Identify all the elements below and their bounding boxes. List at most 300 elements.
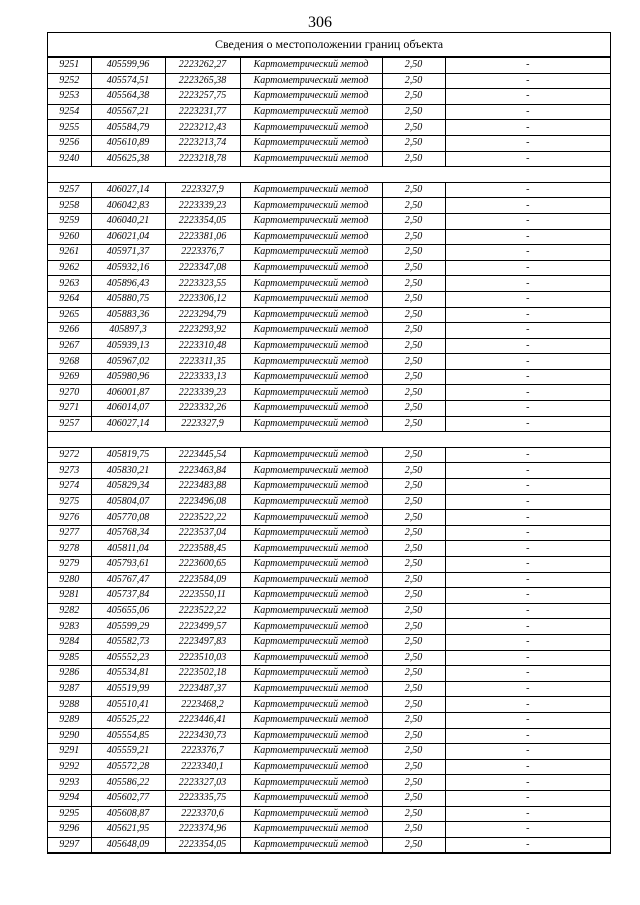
table-row bbox=[48, 135, 610, 151]
x-coordinate-cell: 405582,73 bbox=[91, 634, 165, 650]
point-number-cell: 9283 bbox=[48, 619, 91, 635]
description-cell: - bbox=[445, 245, 610, 261]
accuracy-cell: 2,50 bbox=[382, 354, 445, 370]
point-number-cell: 9286 bbox=[48, 666, 91, 682]
y-coordinate-cell: 2223468,2 bbox=[165, 697, 240, 713]
x-coordinate-cell: 405737,84 bbox=[91, 588, 165, 604]
accuracy-cell: 2,50 bbox=[382, 104, 445, 120]
method-cell: Картометрический метод bbox=[240, 401, 382, 417]
y-coordinate-cell: 2223323,55 bbox=[165, 276, 240, 292]
accuracy-cell: 2,50 bbox=[382, 245, 445, 261]
table-row bbox=[48, 416, 610, 432]
x-coordinate-cell: 405793,61 bbox=[91, 557, 165, 573]
method-cell: Картометрический метод bbox=[240, 510, 382, 526]
x-coordinate-cell: 405621,95 bbox=[91, 822, 165, 838]
x-coordinate-cell: 405599,29 bbox=[91, 619, 165, 635]
point-number-cell: 9281 bbox=[48, 588, 91, 604]
accuracy-cell: 2,50 bbox=[382, 385, 445, 401]
table-row bbox=[48, 541, 610, 557]
description-cell: - bbox=[445, 634, 610, 650]
x-coordinate-cell: 405552,23 bbox=[91, 650, 165, 666]
point-number-cell: 9254 bbox=[48, 104, 91, 120]
accuracy-cell: 2,50 bbox=[382, 135, 445, 151]
description-cell: - bbox=[445, 151, 610, 167]
table-row bbox=[48, 775, 610, 791]
y-coordinate-cell: 2223293,92 bbox=[165, 323, 240, 339]
method-cell: Картометрический метод bbox=[240, 245, 382, 261]
accuracy-cell: 2,50 bbox=[382, 463, 445, 479]
table-row bbox=[48, 572, 610, 588]
y-coordinate-cell: 2223231,77 bbox=[165, 104, 240, 120]
point-number-cell: 9262 bbox=[48, 260, 91, 276]
y-coordinate-cell: 2223310,48 bbox=[165, 338, 240, 354]
y-coordinate-cell: 2223376,7 bbox=[165, 245, 240, 261]
point-number-cell: 9292 bbox=[48, 759, 91, 775]
table-row bbox=[48, 588, 610, 604]
accuracy-cell: 2,50 bbox=[382, 572, 445, 588]
accuracy-cell: 2,50 bbox=[382, 338, 445, 354]
description-cell: - bbox=[445, 744, 610, 760]
y-coordinate-cell: 2223339,23 bbox=[165, 385, 240, 401]
x-coordinate-cell: 405897,3 bbox=[91, 323, 165, 339]
y-coordinate-cell: 2223339,23 bbox=[165, 198, 240, 214]
point-number-cell: 9252 bbox=[48, 73, 91, 89]
y-coordinate-cell: 2223262,27 bbox=[165, 58, 240, 74]
point-number-cell: 9294 bbox=[48, 790, 91, 806]
coordinates-table bbox=[48, 57, 610, 853]
x-coordinate-cell: 405768,34 bbox=[91, 525, 165, 541]
y-coordinate-cell: 2223213,74 bbox=[165, 135, 240, 151]
method-cell: Картометрический метод bbox=[240, 260, 382, 276]
table-row bbox=[48, 510, 610, 526]
x-coordinate-cell: 405610,89 bbox=[91, 135, 165, 151]
method-cell: Картометрический метод bbox=[240, 728, 382, 744]
description-cell: - bbox=[445, 369, 610, 385]
point-number-cell: 9267 bbox=[48, 338, 91, 354]
accuracy-cell: 2,50 bbox=[382, 806, 445, 822]
point-number-cell: 9272 bbox=[48, 447, 91, 463]
description-cell: - bbox=[445, 276, 610, 292]
accuracy-cell: 2,50 bbox=[382, 58, 445, 74]
y-coordinate-cell: 2223265,38 bbox=[165, 73, 240, 89]
x-coordinate-cell: 405932,16 bbox=[91, 260, 165, 276]
y-coordinate-cell: 2223294,79 bbox=[165, 307, 240, 323]
method-cell: Картометрический метод bbox=[240, 541, 382, 557]
description-cell: - bbox=[445, 307, 610, 323]
method-cell: Картометрический метод bbox=[240, 291, 382, 307]
group-separator-row bbox=[48, 167, 610, 183]
x-coordinate-cell: 405829,34 bbox=[91, 479, 165, 495]
description-cell: - bbox=[445, 775, 610, 791]
point-number-cell: 9280 bbox=[48, 572, 91, 588]
y-coordinate-cell: 2223340,1 bbox=[165, 759, 240, 775]
method-cell: Картометрический метод bbox=[240, 557, 382, 573]
accuracy-cell: 2,50 bbox=[382, 151, 445, 167]
accuracy-cell: 2,50 bbox=[382, 447, 445, 463]
table-row bbox=[48, 619, 610, 635]
x-coordinate-cell: 406027,14 bbox=[91, 182, 165, 198]
group-separator-row bbox=[48, 432, 610, 448]
y-coordinate-cell: 2223550,11 bbox=[165, 588, 240, 604]
method-cell: Картометрический метод bbox=[240, 681, 382, 697]
description-cell: - bbox=[445, 323, 610, 339]
boundary-table-frame bbox=[47, 32, 611, 854]
separator-cell bbox=[48, 432, 610, 448]
table-row bbox=[48, 634, 610, 650]
description-cell: - bbox=[445, 198, 610, 214]
accuracy-cell: 2,50 bbox=[382, 291, 445, 307]
y-coordinate-cell: 2223347,08 bbox=[165, 260, 240, 276]
accuracy-cell: 2,50 bbox=[382, 759, 445, 775]
page-number: 306 bbox=[308, 14, 332, 31]
description-cell: - bbox=[445, 510, 610, 526]
accuracy-cell: 2,50 bbox=[382, 712, 445, 728]
method-cell: Картометрический метод bbox=[240, 58, 382, 74]
table-row bbox=[48, 447, 610, 463]
method-cell: Картометрический метод bbox=[240, 806, 382, 822]
point-number-cell: 9253 bbox=[48, 89, 91, 105]
table-row bbox=[48, 681, 610, 697]
point-number-cell: 9261 bbox=[48, 245, 91, 261]
x-coordinate-cell: 406021,04 bbox=[91, 229, 165, 245]
accuracy-cell: 2,50 bbox=[382, 666, 445, 682]
y-coordinate-cell: 2223376,7 bbox=[165, 744, 240, 760]
x-coordinate-cell: 405883,36 bbox=[91, 307, 165, 323]
table-row bbox=[48, 354, 610, 370]
y-coordinate-cell: 2223588,45 bbox=[165, 541, 240, 557]
accuracy-cell: 2,50 bbox=[382, 323, 445, 339]
method-cell: Картометрический метод bbox=[240, 822, 382, 838]
table-row bbox=[48, 338, 610, 354]
method-cell: Картометрический метод bbox=[240, 447, 382, 463]
description-cell: - bbox=[445, 790, 610, 806]
point-number-cell: 9251 bbox=[48, 58, 91, 74]
accuracy-cell: 2,50 bbox=[382, 369, 445, 385]
point-number-cell: 9288 bbox=[48, 697, 91, 713]
x-coordinate-cell: 405811,04 bbox=[91, 541, 165, 557]
table-row bbox=[48, 525, 610, 541]
description-cell: - bbox=[445, 712, 610, 728]
description-cell: - bbox=[445, 806, 610, 822]
x-coordinate-cell: 405599,96 bbox=[91, 58, 165, 74]
point-number-cell: 9270 bbox=[48, 385, 91, 401]
y-coordinate-cell: 2223374,96 bbox=[165, 822, 240, 838]
description-cell: - bbox=[445, 822, 610, 838]
description-cell: - bbox=[445, 666, 610, 682]
accuracy-cell: 2,50 bbox=[382, 182, 445, 198]
description-cell: - bbox=[445, 104, 610, 120]
point-number-cell: 9276 bbox=[48, 510, 91, 526]
accuracy-cell: 2,50 bbox=[382, 822, 445, 838]
description-cell: - bbox=[445, 416, 610, 432]
method-cell: Картометрический метод bbox=[240, 369, 382, 385]
x-coordinate-cell: 406014,07 bbox=[91, 401, 165, 417]
table-row bbox=[48, 291, 610, 307]
table-row bbox=[48, 557, 610, 573]
table-row bbox=[48, 260, 610, 276]
method-cell: Картометрический метод bbox=[240, 588, 382, 604]
x-coordinate-cell: 406042,83 bbox=[91, 198, 165, 214]
table-row bbox=[48, 479, 610, 495]
y-coordinate-cell: 2223537,04 bbox=[165, 525, 240, 541]
description-cell: - bbox=[445, 479, 610, 495]
accuracy-cell: 2,50 bbox=[382, 650, 445, 666]
accuracy-cell: 2,50 bbox=[382, 634, 445, 650]
accuracy-cell: 2,50 bbox=[382, 276, 445, 292]
table-row bbox=[48, 744, 610, 760]
point-number-cell: 9297 bbox=[48, 837, 91, 853]
point-number-cell: 9279 bbox=[48, 557, 91, 573]
accuracy-cell: 2,50 bbox=[382, 744, 445, 760]
point-number-cell: 9257 bbox=[48, 416, 91, 432]
description-cell: - bbox=[445, 588, 610, 604]
point-number-cell: 9289 bbox=[48, 712, 91, 728]
y-coordinate-cell: 2223445,54 bbox=[165, 447, 240, 463]
y-coordinate-cell: 2223257,75 bbox=[165, 89, 240, 105]
point-number-cell: 9284 bbox=[48, 634, 91, 650]
x-coordinate-cell: 405559,21 bbox=[91, 744, 165, 760]
point-number-cell: 9258 bbox=[48, 198, 91, 214]
table-row bbox=[48, 369, 610, 385]
x-coordinate-cell: 405819,75 bbox=[91, 447, 165, 463]
table-row bbox=[48, 806, 610, 822]
description-cell: - bbox=[445, 89, 610, 105]
x-coordinate-cell: 405586,22 bbox=[91, 775, 165, 791]
point-number-cell: 9287 bbox=[48, 681, 91, 697]
method-cell: Картометрический метод bbox=[240, 634, 382, 650]
y-coordinate-cell: 2223463,84 bbox=[165, 463, 240, 479]
table-row bbox=[48, 650, 610, 666]
x-coordinate-cell: 405519,99 bbox=[91, 681, 165, 697]
x-coordinate-cell: 405554,85 bbox=[91, 728, 165, 744]
accuracy-cell: 2,50 bbox=[382, 401, 445, 417]
y-coordinate-cell: 2223370,6 bbox=[165, 806, 240, 822]
description-cell: - bbox=[445, 572, 610, 588]
x-coordinate-cell: 405584,79 bbox=[91, 120, 165, 136]
x-coordinate-cell: 405770,08 bbox=[91, 510, 165, 526]
method-cell: Картометрический метод bbox=[240, 198, 382, 214]
point-number-cell: 9290 bbox=[48, 728, 91, 744]
method-cell: Картометрический метод bbox=[240, 120, 382, 136]
table-row bbox=[48, 712, 610, 728]
table-row bbox=[48, 58, 610, 74]
accuracy-cell: 2,50 bbox=[382, 525, 445, 541]
description-cell: - bbox=[445, 401, 610, 417]
x-coordinate-cell: 405939,13 bbox=[91, 338, 165, 354]
accuracy-cell: 2,50 bbox=[382, 619, 445, 635]
y-coordinate-cell: 2223333,13 bbox=[165, 369, 240, 385]
point-number-cell: 9273 bbox=[48, 463, 91, 479]
accuracy-cell: 2,50 bbox=[382, 557, 445, 573]
y-coordinate-cell: 2223446,41 bbox=[165, 712, 240, 728]
accuracy-cell: 2,50 bbox=[382, 307, 445, 323]
x-coordinate-cell: 405608,87 bbox=[91, 806, 165, 822]
description-cell: - bbox=[445, 557, 610, 573]
accuracy-cell: 2,50 bbox=[382, 603, 445, 619]
description-cell: - bbox=[445, 213, 610, 229]
method-cell: Картометрический метод bbox=[240, 494, 382, 510]
y-coordinate-cell: 2223430,73 bbox=[165, 728, 240, 744]
y-coordinate-cell: 2223497,83 bbox=[165, 634, 240, 650]
y-coordinate-cell: 2223483,88 bbox=[165, 479, 240, 495]
accuracy-cell: 2,50 bbox=[382, 681, 445, 697]
point-number-cell: 9293 bbox=[48, 775, 91, 791]
x-coordinate-cell: 406001,87 bbox=[91, 385, 165, 401]
table-row bbox=[48, 603, 610, 619]
table-row bbox=[48, 104, 610, 120]
y-coordinate-cell: 2223522,22 bbox=[165, 603, 240, 619]
accuracy-cell: 2,50 bbox=[382, 494, 445, 510]
y-coordinate-cell: 2223502,18 bbox=[165, 666, 240, 682]
method-cell: Картометрический метод bbox=[240, 323, 382, 339]
y-coordinate-cell: 2223327,9 bbox=[165, 416, 240, 432]
table-row bbox=[48, 759, 610, 775]
y-coordinate-cell: 2223212,43 bbox=[165, 120, 240, 136]
method-cell: Картометрический метод bbox=[240, 619, 382, 635]
point-number-cell: 9274 bbox=[48, 479, 91, 495]
table-row bbox=[48, 120, 610, 136]
x-coordinate-cell: 405510,41 bbox=[91, 697, 165, 713]
description-cell: - bbox=[445, 447, 610, 463]
y-coordinate-cell: 2223499,57 bbox=[165, 619, 240, 635]
x-coordinate-cell: 405625,38 bbox=[91, 151, 165, 167]
x-coordinate-cell: 406040,21 bbox=[91, 213, 165, 229]
point-number-cell: 9240 bbox=[48, 151, 91, 167]
point-number-cell: 9282 bbox=[48, 603, 91, 619]
method-cell: Картометрический метод bbox=[240, 525, 382, 541]
x-coordinate-cell: 405648,09 bbox=[91, 837, 165, 853]
description-cell: - bbox=[445, 681, 610, 697]
method-cell: Картометрический метод bbox=[240, 213, 382, 229]
point-number-cell: 9256 bbox=[48, 135, 91, 151]
point-number-cell: 9277 bbox=[48, 525, 91, 541]
accuracy-cell: 2,50 bbox=[382, 416, 445, 432]
x-coordinate-cell: 405980,96 bbox=[91, 369, 165, 385]
point-number-cell: 9255 bbox=[48, 120, 91, 136]
x-coordinate-cell: 405767,47 bbox=[91, 572, 165, 588]
description-cell: - bbox=[445, 837, 610, 853]
description-cell: - bbox=[445, 385, 610, 401]
accuracy-cell: 2,50 bbox=[382, 541, 445, 557]
method-cell: Картометрический метод bbox=[240, 479, 382, 495]
description-cell: - bbox=[445, 135, 610, 151]
method-cell: Картометрический метод bbox=[240, 104, 382, 120]
point-number-cell: 9260 bbox=[48, 229, 91, 245]
method-cell: Картометрический метод bbox=[240, 416, 382, 432]
method-cell: Картометрический метод bbox=[240, 182, 382, 198]
y-coordinate-cell: 2223306,12 bbox=[165, 291, 240, 307]
method-cell: Картометрический метод bbox=[240, 135, 382, 151]
accuracy-cell: 2,50 bbox=[382, 697, 445, 713]
accuracy-cell: 2,50 bbox=[382, 479, 445, 495]
accuracy-cell: 2,50 bbox=[382, 837, 445, 853]
table-title: Сведения о местоположении границ объекта bbox=[48, 33, 610, 57]
point-number-cell: 9295 bbox=[48, 806, 91, 822]
y-coordinate-cell: 2223354,05 bbox=[165, 837, 240, 853]
y-coordinate-cell: 2223218,78 bbox=[165, 151, 240, 167]
table-row bbox=[48, 790, 610, 806]
table-row bbox=[48, 245, 610, 261]
y-coordinate-cell: 2223487,37 bbox=[165, 681, 240, 697]
table-row bbox=[48, 697, 610, 713]
y-coordinate-cell: 2223327,03 bbox=[165, 775, 240, 791]
table-row bbox=[48, 463, 610, 479]
description-cell: - bbox=[445, 338, 610, 354]
description-cell: - bbox=[445, 541, 610, 557]
description-cell: - bbox=[445, 354, 610, 370]
point-number-cell: 9264 bbox=[48, 291, 91, 307]
accuracy-cell: 2,50 bbox=[382, 229, 445, 245]
description-cell: - bbox=[445, 759, 610, 775]
method-cell: Картометрический метод bbox=[240, 712, 382, 728]
description-cell: - bbox=[445, 120, 610, 136]
method-cell: Картометрический метод bbox=[240, 463, 382, 479]
description-cell: - bbox=[445, 650, 610, 666]
x-coordinate-cell: 405880,75 bbox=[91, 291, 165, 307]
accuracy-cell: 2,50 bbox=[382, 728, 445, 744]
method-cell: Картометрический метод bbox=[240, 775, 382, 791]
point-number-cell: 9257 bbox=[48, 182, 91, 198]
y-coordinate-cell: 2223332,26 bbox=[165, 401, 240, 417]
point-number-cell: 9266 bbox=[48, 323, 91, 339]
coordinates-table-body bbox=[48, 58, 610, 853]
table-row bbox=[48, 385, 610, 401]
accuracy-cell: 2,50 bbox=[382, 73, 445, 89]
table-row bbox=[48, 276, 610, 292]
method-cell: Картометрический метод bbox=[240, 307, 382, 323]
description-cell: - bbox=[445, 525, 610, 541]
description-cell: - bbox=[445, 229, 610, 245]
method-cell: Картометрический метод bbox=[240, 744, 382, 760]
method-cell: Картометрический метод bbox=[240, 89, 382, 105]
accuracy-cell: 2,50 bbox=[382, 198, 445, 214]
method-cell: Картометрический метод bbox=[240, 572, 382, 588]
y-coordinate-cell: 2223327,9 bbox=[165, 182, 240, 198]
method-cell: Картометрический метод bbox=[240, 354, 382, 370]
y-coordinate-cell: 2223381,06 bbox=[165, 229, 240, 245]
method-cell: Картометрический метод bbox=[240, 697, 382, 713]
x-coordinate-cell: 405567,21 bbox=[91, 104, 165, 120]
description-cell: - bbox=[445, 182, 610, 198]
x-coordinate-cell: 405971,37 bbox=[91, 245, 165, 261]
description-cell: - bbox=[445, 619, 610, 635]
x-coordinate-cell: 405655,06 bbox=[91, 603, 165, 619]
y-coordinate-cell: 2223584,09 bbox=[165, 572, 240, 588]
x-coordinate-cell: 405804,07 bbox=[91, 494, 165, 510]
table-row bbox=[48, 837, 610, 853]
description-cell: - bbox=[445, 697, 610, 713]
accuracy-cell: 2,50 bbox=[382, 790, 445, 806]
accuracy-cell: 2,50 bbox=[382, 213, 445, 229]
table-row bbox=[48, 323, 610, 339]
accuracy-cell: 2,50 bbox=[382, 510, 445, 526]
point-number-cell: 9271 bbox=[48, 401, 91, 417]
x-coordinate-cell: 405967,02 bbox=[91, 354, 165, 370]
point-number-cell: 9269 bbox=[48, 369, 91, 385]
method-cell: Картометрический метод bbox=[240, 338, 382, 354]
x-coordinate-cell: 405564,38 bbox=[91, 89, 165, 105]
x-coordinate-cell: 405525,22 bbox=[91, 712, 165, 728]
point-number-cell: 9259 bbox=[48, 213, 91, 229]
table-row bbox=[48, 73, 610, 89]
method-cell: Картометрический метод bbox=[240, 151, 382, 167]
accuracy-cell: 2,50 bbox=[382, 775, 445, 791]
description-cell: - bbox=[445, 291, 610, 307]
y-coordinate-cell: 2223354,05 bbox=[165, 213, 240, 229]
table-row bbox=[48, 666, 610, 682]
x-coordinate-cell: 405572,28 bbox=[91, 759, 165, 775]
table-row bbox=[48, 89, 610, 105]
